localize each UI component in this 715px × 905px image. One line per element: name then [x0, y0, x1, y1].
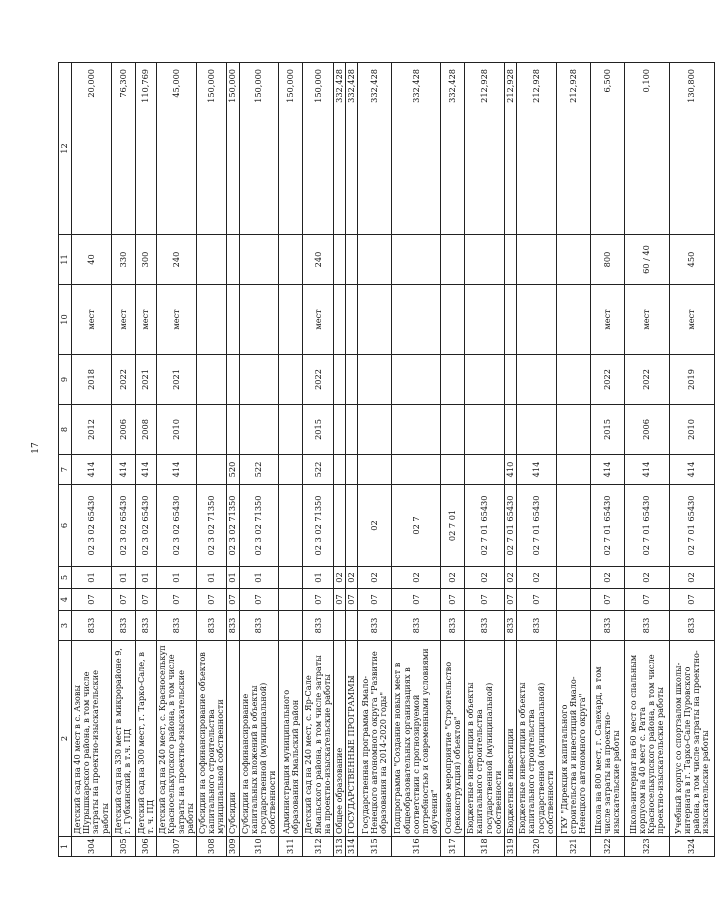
col-9-cell: [392, 355, 441, 405]
col-11-cell: 240: [157, 235, 197, 285]
col-7-cell: [392, 455, 441, 485]
col-6-cell: [333, 485, 345, 567]
col-11-cell: 330: [111, 235, 135, 285]
row-description: Субсидии на софинансирование капитальных вложений в объекты государственной (муниципальной) собственности: [239, 641, 279, 837]
column-header: 8: [59, 405, 72, 455]
col-6-cell: 02 3 02 65430: [72, 485, 112, 567]
col-11-cell: 240: [303, 235, 334, 285]
amount-cell: 6,500: [590, 63, 624, 235]
col-11-cell: [441, 235, 465, 285]
col-7-cell: 414: [135, 455, 156, 485]
col-4-cell: 07: [505, 589, 517, 611]
amount-cell: 332,428: [392, 63, 441, 235]
amount-cell: 212,928: [505, 63, 517, 235]
table-row: [227, 63, 239, 857]
col-7-cell: 522: [303, 455, 334, 485]
budget-table: [58, 62, 715, 857]
rotated-table-wrapper: [58, 63, 711, 857]
col-11-cell: [346, 235, 358, 285]
col-7-cell: [358, 455, 392, 485]
col-6-cell: 02 7 01 65430: [465, 485, 505, 567]
col-4-cell: 07: [465, 589, 505, 611]
col-4-cell: 07: [358, 589, 392, 611]
col-10-cell: [227, 285, 239, 355]
col-8-cell: [465, 405, 505, 455]
col-5-cell: 02: [392, 567, 441, 589]
table-row: [590, 63, 624, 857]
col-8-cell: [333, 405, 345, 455]
col-10-cell: [358, 285, 392, 355]
amount-cell: 332,428: [358, 63, 392, 235]
col-9-cell: 2022: [111, 355, 135, 405]
row-description: Детский сад на 330 мест в микрорайоне 9, г. Губкинский, в т.ч. ПД: [111, 641, 135, 837]
col-8-cell: 2010: [157, 405, 197, 455]
col-7-cell: [441, 455, 465, 485]
table-row: [517, 63, 557, 857]
col-4-cell: 07: [333, 589, 345, 611]
amount-cell: 150,000: [227, 63, 239, 235]
col-4-cell: [279, 589, 303, 611]
row-number: 318: [465, 837, 505, 857]
row-description: Бюджетные инвестиции: [505, 641, 517, 837]
col-7-cell: [556, 455, 590, 485]
col-7-cell: 414: [624, 455, 669, 485]
col-3-cell: 833: [303, 611, 334, 641]
col-3-cell: [333, 611, 345, 641]
col-11-cell: [279, 235, 303, 285]
col-10-cell: [239, 285, 279, 355]
row-description: Государственная программа Ямало-Ненецкого автономного округа "Развитие образования на 2014-2020 годы": [358, 641, 392, 837]
col-10-cell: мест: [157, 285, 197, 355]
col-3-cell: 833: [669, 611, 714, 641]
col-11-cell: 60 / 40: [624, 235, 669, 285]
col-5-cell: 02: [333, 567, 345, 589]
col-10-cell: [196, 285, 227, 355]
col-10-cell: [465, 285, 505, 355]
table-row: [303, 63, 334, 857]
col-7-cell: [346, 455, 358, 485]
col-5-cell: 01: [303, 567, 334, 589]
col-4-cell: 07: [111, 589, 135, 611]
col-5-cell: 02: [517, 567, 557, 589]
row-description: Основное мероприятие "Строительство (реконструкция) объектов": [441, 641, 465, 837]
col-3-cell: 833: [358, 611, 392, 641]
row-description: Бюджетные инвестиции в объекты капитального строительства государственной (муниципальной) собственности: [517, 641, 557, 837]
row-number: 311: [279, 837, 303, 857]
col-9-cell: 2019: [669, 355, 714, 405]
row-number: 317: [441, 837, 465, 857]
col-6-cell: 02 7 01 65430: [505, 485, 517, 567]
row-number: 324: [669, 837, 714, 857]
col-10-cell: мест: [624, 285, 669, 355]
col-6-cell: 02 7: [392, 485, 441, 567]
col-3-cell: [556, 611, 590, 641]
column-header: 5: [59, 567, 72, 589]
page-number: 17: [31, 442, 41, 454]
col-4-cell: 07: [196, 589, 227, 611]
column-header: 2: [59, 641, 72, 837]
col-11-cell: [227, 235, 239, 285]
col-11-cell: [239, 235, 279, 285]
col-8-cell: 2012: [72, 405, 112, 455]
row-description: Общее образование: [333, 641, 345, 837]
row-description: ГКУ "Дирекция капитального строительства и инвестиций Ямало-Ненецкого автономного округа": [556, 641, 590, 837]
col-9-cell: 2021: [157, 355, 197, 405]
table-row: [392, 63, 441, 857]
col-4-cell: [556, 589, 590, 611]
col-10-cell: [505, 285, 517, 355]
amount-cell: 45,000: [157, 63, 197, 235]
row-description: Детский сад на 40 мест в с. Азовы Шурышкарского района, в том числе затраты на проектно-изыскательские работы: [72, 641, 112, 837]
col-4-cell: 07: [239, 589, 279, 611]
col-7-cell: [196, 455, 227, 485]
col-9-cell: [279, 355, 303, 405]
row-description: Субсидии на софинансирование объектов капитального строительства муниципальной собственности: [196, 641, 227, 837]
col-5-cell: 01: [135, 567, 156, 589]
col-5-cell: 01: [157, 567, 197, 589]
row-number: 322: [590, 837, 624, 857]
col-4-cell: 07: [441, 589, 465, 611]
col-10-cell: [392, 285, 441, 355]
row-number: 305: [111, 837, 135, 857]
col-7-cell: 414: [111, 455, 135, 485]
col-8-cell: [227, 405, 239, 455]
row-number: 310: [239, 837, 279, 857]
column-header: 1: [59, 837, 72, 857]
col-7-cell: [279, 455, 303, 485]
table-row: [556, 63, 590, 857]
col-4-cell: 07: [517, 589, 557, 611]
column-header: 4: [59, 589, 72, 611]
col-9-cell: 2022: [590, 355, 624, 405]
column-header: 9: [59, 355, 72, 405]
col-5-cell: 01: [196, 567, 227, 589]
col-9-cell: [196, 355, 227, 405]
col-8-cell: [279, 405, 303, 455]
row-number: 312: [303, 837, 334, 857]
col-11-cell: [392, 235, 441, 285]
col-7-cell: [333, 455, 345, 485]
col-6-cell: 02 3 02 65430: [111, 485, 135, 567]
col-9-cell: [505, 355, 517, 405]
col-4-cell: 07: [590, 589, 624, 611]
column-header: 12: [59, 63, 72, 235]
row-number: 316: [392, 837, 441, 857]
column-header: 3: [59, 611, 72, 641]
row-number: 308: [196, 837, 227, 857]
row-description: Подпрограмма "Создание новых мест в общеобразовательных организациях в соответствии с прогнозируемой потребностью и современными условиями обучения": [392, 641, 441, 837]
table-row: [441, 63, 465, 857]
amount-cell: 212,928: [556, 63, 590, 235]
row-description: Детский сад на 300 мест, г. Тарко-Сале, в т. ч. ПД: [135, 641, 156, 837]
col-10-cell: мест: [135, 285, 156, 355]
table-row: [465, 63, 505, 857]
row-number: 315: [358, 837, 392, 857]
col-3-cell: 833: [111, 611, 135, 641]
row-description: Администрация муниципального образования Ямальский район: [279, 641, 303, 837]
col-8-cell: [505, 405, 517, 455]
col-4-cell: 07: [624, 589, 669, 611]
col-4-cell: 07: [157, 589, 197, 611]
table-row: [333, 63, 345, 857]
col-5-cell: 01: [239, 567, 279, 589]
row-description: ГОСУДАРСТВЕННЫЕ ПРОГРАММЫ: [346, 641, 358, 837]
table-row: [157, 63, 197, 857]
table-row: [135, 63, 156, 857]
col-4-cell: 07: [227, 589, 239, 611]
col-4-cell: 07: [392, 589, 441, 611]
row-description: Детский сад на 240 мест, с. Красноселькуп Красноселькупского района, в том числе затраты на проектно-изыскательские работы: [157, 641, 197, 837]
table-row: [239, 63, 279, 857]
col-3-cell: 833: [465, 611, 505, 641]
col-7-cell: 410: [505, 455, 517, 485]
col-10-cell: [517, 285, 557, 355]
row-number: 306: [135, 837, 156, 857]
column-header: 6: [59, 485, 72, 567]
amount-cell: 150,000: [196, 63, 227, 235]
row-number: 321: [556, 837, 590, 857]
col-8-cell: [358, 405, 392, 455]
row-number: 320: [517, 837, 557, 857]
row-number: 309: [227, 837, 239, 857]
col-5-cell: 02: [624, 567, 669, 589]
column-header: 7: [59, 455, 72, 485]
col-5-cell: 02: [346, 567, 358, 589]
col-9-cell: [358, 355, 392, 405]
col-5-cell: [556, 567, 590, 589]
col-8-cell: 2015: [303, 405, 334, 455]
col-11-cell: [358, 235, 392, 285]
col-6-cell: 02 3 02 65430: [157, 485, 197, 567]
col-5-cell: 02: [358, 567, 392, 589]
table-row: [358, 63, 392, 857]
row-description: Учебный корпус со спортзалом школы-интерната в г. Тарко-Сале Пуровского района, в том числе затраты на проектно-изыскательские работы: [669, 641, 714, 837]
col-9-cell: [465, 355, 505, 405]
col-3-cell: 833: [590, 611, 624, 641]
amount-cell: 150,000: [303, 63, 334, 235]
col-7-cell: 414: [72, 455, 112, 485]
col-5-cell: 01: [227, 567, 239, 589]
row-number: 313: [333, 837, 345, 857]
col-4-cell: 07: [346, 589, 358, 611]
amount-cell: 332,428: [441, 63, 465, 235]
amount-cell: 76,300: [111, 63, 135, 235]
table-row: [346, 63, 358, 857]
col-7-cell: 414: [157, 455, 197, 485]
col-4-cell: 07: [669, 589, 714, 611]
col-5-cell: 01: [111, 567, 135, 589]
col-11-cell: 800: [590, 235, 624, 285]
col-3-cell: [346, 611, 358, 641]
col-8-cell: 2006: [624, 405, 669, 455]
col-7-cell: 520: [227, 455, 239, 485]
table-row: [669, 63, 714, 857]
col-8-cell: [346, 405, 358, 455]
col-9-cell: [239, 355, 279, 405]
col-9-cell: [227, 355, 239, 405]
col-11-cell: [505, 235, 517, 285]
table-row: [279, 63, 303, 857]
col-6-cell: [279, 485, 303, 567]
amount-cell: 332,428: [346, 63, 358, 235]
col-11-cell: [517, 235, 557, 285]
col-3-cell: [279, 611, 303, 641]
col-3-cell: 833: [517, 611, 557, 641]
col-9-cell: [517, 355, 557, 405]
col-9-cell: [556, 355, 590, 405]
col-8-cell: 2006: [111, 405, 135, 455]
col-6-cell: 02 3 02 71350: [303, 485, 334, 567]
col-10-cell: мест: [303, 285, 334, 355]
col-5-cell: 02: [590, 567, 624, 589]
col-5-cell: 02: [441, 567, 465, 589]
col-8-cell: [392, 405, 441, 455]
amount-cell: 150,000: [279, 63, 303, 235]
col-5-cell: 02: [669, 567, 714, 589]
col-11-cell: [333, 235, 345, 285]
col-5-cell: 01: [72, 567, 112, 589]
col-5-cell: 02: [505, 567, 517, 589]
col-8-cell: 2008: [135, 405, 156, 455]
col-9-cell: [333, 355, 345, 405]
col-3-cell: 833: [505, 611, 517, 641]
row-description: Субсидии: [227, 641, 239, 837]
col-6-cell: 02 7 01 65430: [669, 485, 714, 567]
row-number: 319: [505, 837, 517, 857]
col-8-cell: [196, 405, 227, 455]
col-9-cell: 2022: [303, 355, 334, 405]
col-7-cell: [465, 455, 505, 485]
amount-cell: 130,800: [669, 63, 714, 235]
amount-cell: 0,100: [624, 63, 669, 235]
col-11-cell: 300: [135, 235, 156, 285]
table-body: [72, 63, 715, 857]
row-description: Бюджетные инвестиции в объекты капитального строительства государственной (муниципальной) собственности: [465, 641, 505, 837]
col-10-cell: мест: [111, 285, 135, 355]
col-9-cell: 2022: [624, 355, 669, 405]
col-6-cell: 02 3 02 65430: [135, 485, 156, 567]
col-3-cell: 833: [157, 611, 197, 641]
amount-cell: 212,928: [517, 63, 557, 235]
col-8-cell: 2015: [590, 405, 624, 455]
col-6-cell: 02 3 02 71350: [227, 485, 239, 567]
col-6-cell: [556, 485, 590, 567]
col-3-cell: 833: [72, 611, 112, 641]
col-4-cell: 07: [303, 589, 334, 611]
table-row: [111, 63, 135, 857]
col-3-cell: 833: [227, 611, 239, 641]
col-11-cell: 450: [669, 235, 714, 285]
table-row: [72, 63, 112, 857]
row-description: Школа-интернат на 60 мест со спальным корпусом на 40 мест с. Ратта Красноселькупского района, в том числе проектно-изыскательские работы: [624, 641, 669, 837]
col-5-cell: [279, 567, 303, 589]
col-10-cell: [556, 285, 590, 355]
amount-cell: 110,769: [135, 63, 156, 235]
amount-cell: 20,000: [72, 63, 112, 235]
col-3-cell: 833: [441, 611, 465, 641]
col-10-cell: мест: [669, 285, 714, 355]
row-number: 307: [157, 837, 197, 857]
col-10-cell: [346, 285, 358, 355]
col-9-cell: 2021: [135, 355, 156, 405]
col-6-cell: [346, 485, 358, 567]
header-row: [59, 63, 72, 857]
row-description: Школа на 800 мест, г. Салехард, в том числе затраты на проектно-изыскательские работы: [590, 641, 624, 837]
col-11-cell: 40: [72, 235, 112, 285]
col-6-cell: 02 7 01: [441, 485, 465, 567]
col-6-cell: 02 3 02 71350: [196, 485, 227, 567]
col-9-cell: 2018: [72, 355, 112, 405]
col-8-cell: [441, 405, 465, 455]
col-6-cell: 02 7 01 65430: [517, 485, 557, 567]
col-7-cell: 522: [239, 455, 279, 485]
col-10-cell: мест: [72, 285, 112, 355]
col-6-cell: 02 7 01 65430: [624, 485, 669, 567]
col-10-cell: [333, 285, 345, 355]
col-5-cell: 02: [465, 567, 505, 589]
col-10-cell: [441, 285, 465, 355]
amount-cell: 332,428: [333, 63, 345, 235]
row-number: 323: [624, 837, 669, 857]
col-3-cell: 833: [196, 611, 227, 641]
col-11-cell: [556, 235, 590, 285]
col-4-cell: 07: [72, 589, 112, 611]
column-header: 10: [59, 285, 72, 355]
col-9-cell: [441, 355, 465, 405]
col-8-cell: [239, 405, 279, 455]
amount-cell: 212,928: [465, 63, 505, 235]
col-8-cell: [556, 405, 590, 455]
col-10-cell: мест: [590, 285, 624, 355]
column-header: 11: [59, 235, 72, 285]
table-row: [624, 63, 669, 857]
col-3-cell: 833: [392, 611, 441, 641]
col-11-cell: [465, 235, 505, 285]
col-7-cell: 414: [669, 455, 714, 485]
col-7-cell: 414: [517, 455, 557, 485]
col-6-cell: 02 7 01 65430: [590, 485, 624, 567]
col-3-cell: 833: [624, 611, 669, 641]
col-6-cell: 02: [358, 485, 392, 567]
col-4-cell: 07: [135, 589, 156, 611]
col-11-cell: [196, 235, 227, 285]
col-6-cell: 02 3 02 71350: [239, 485, 279, 567]
col-7-cell: 414: [590, 455, 624, 485]
table-row: [196, 63, 227, 857]
col-3-cell: 833: [239, 611, 279, 641]
row-number: 314: [346, 837, 358, 857]
col-3-cell: 833: [135, 611, 156, 641]
col-10-cell: [279, 285, 303, 355]
table-row: [505, 63, 517, 857]
amount-cell: 150,000: [239, 63, 279, 235]
col-9-cell: [346, 355, 358, 405]
row-number: 304: [72, 837, 112, 857]
col-8-cell: [517, 405, 557, 455]
col-8-cell: 2010: [669, 405, 714, 455]
row-description: Детский сад на 240 мест, с. Яр-Сале Ямальского района, в том числе затраты на проектно-изыскательские работы: [303, 641, 334, 837]
